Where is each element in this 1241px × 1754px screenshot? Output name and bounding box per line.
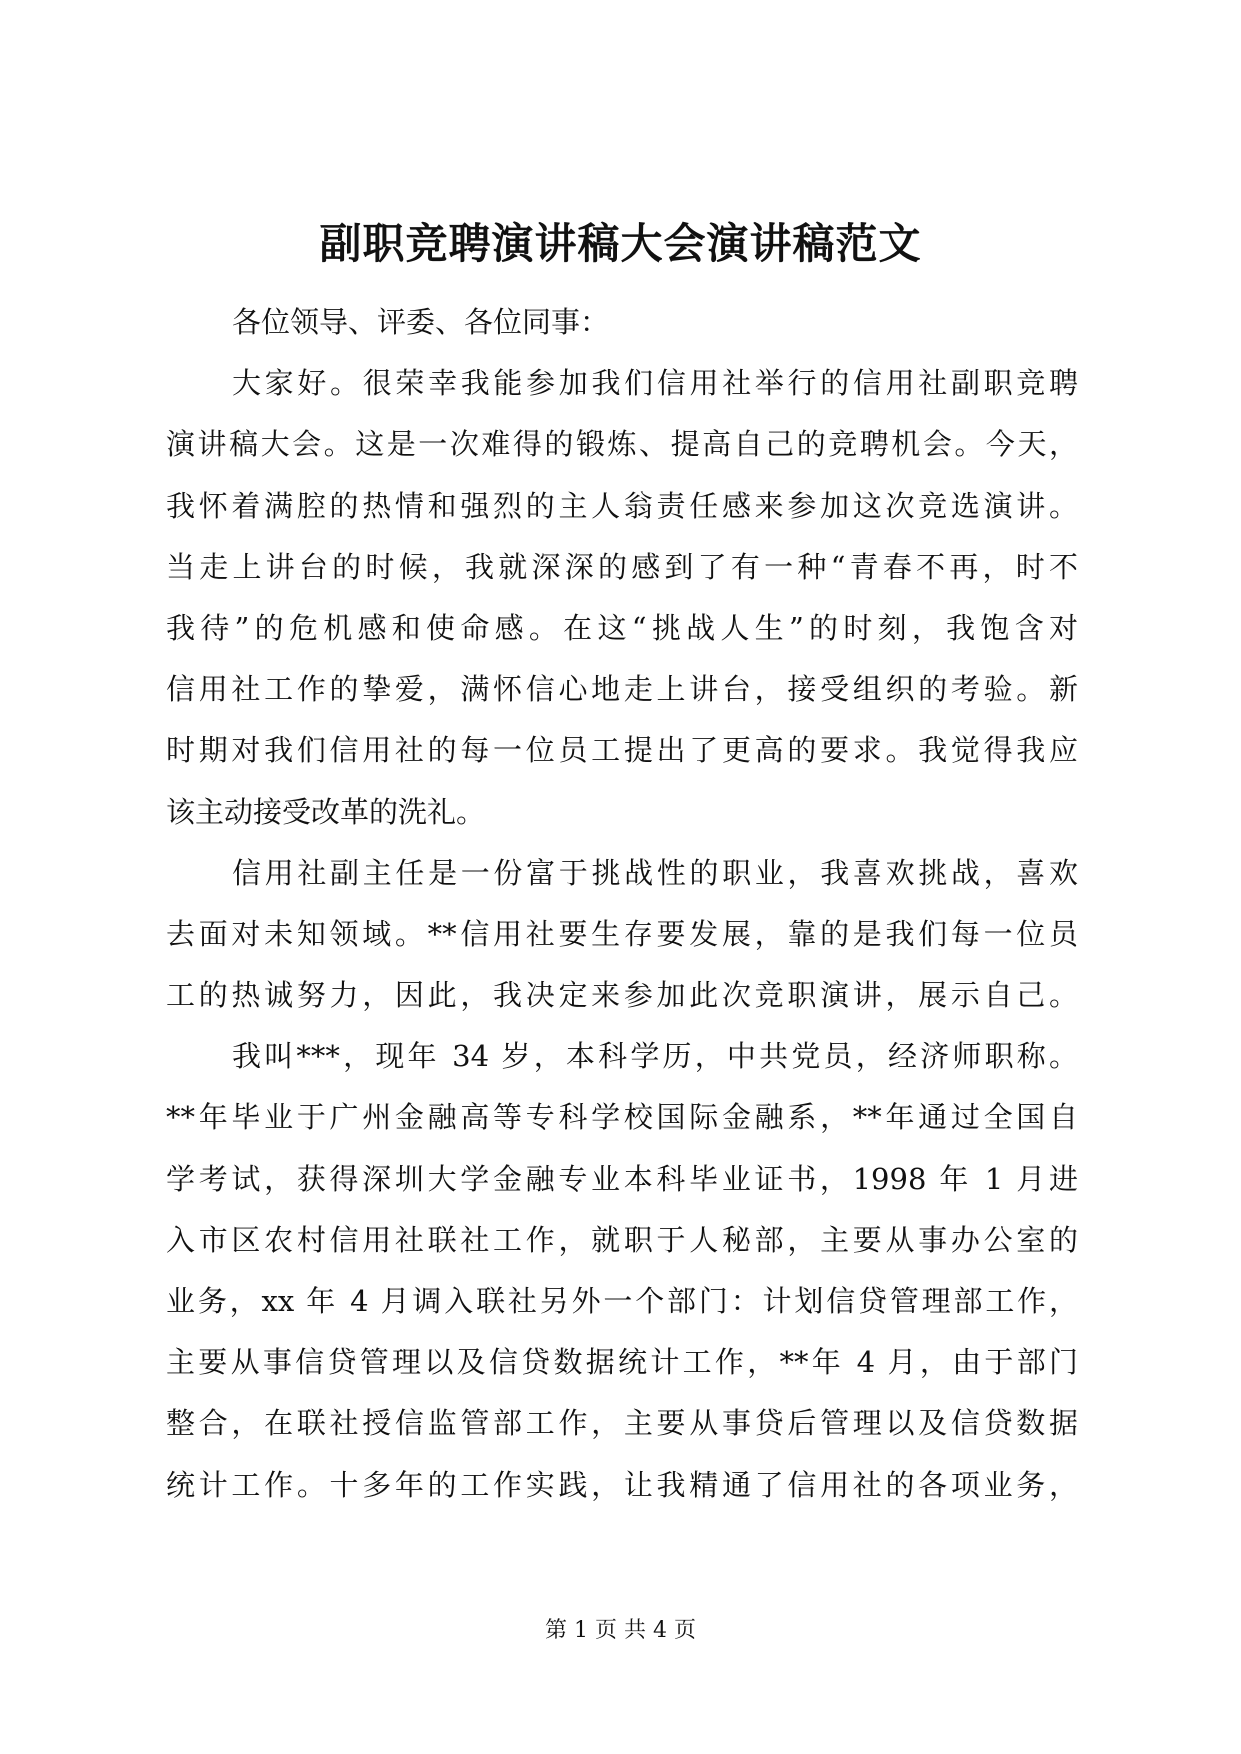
paragraph-line: **年毕业于广州金融高等专科学校国际金融系，**年通过全国自 [166,1100,1078,1135]
paragraph-line: 工的热诚努力，因此，我决定来参加此次竞职演讲，展示自己。 [166,978,1078,1013]
paragraph-line: 时期对我们信用社的每一位员工提出了更高的要求。我觉得我应 [166,733,1078,768]
paragraph-line: 信用社工作的挚爱，满怀信心地走上讲台，接受组织的考验。新 [166,672,1078,707]
paragraph-line: 去面对未知领域。**信用社要生存要发展，靠的是我们每一位员 [166,916,1078,951]
paragraph-line: 业务，xx 年 4 月调入联社另外一个部门：计划信贷管理部工作， [166,1284,1078,1318]
document-title: 副职竞聘演讲稿大会演讲稿范文 [319,219,922,268]
paragraph-line: 我怀着满腔的热情和强烈的主人翁责任感来参加这次竞选演讲。 [166,488,1078,523]
paragraph-line: 整合，在联社授信监管部工作，主要从事贷后管理以及信贷数据 [166,1406,1078,1441]
paragraph-line: 演讲稿大会。这是一次难得的锻炼、提高自己的竞聘机会。今天， [166,427,1078,462]
paragraph-line: 学考试，获得深圳大学金融专业本科毕业证书，1998 年 1 月进 [166,1161,1078,1196]
document-body [166,292,1078,1516]
paragraph-line: 大家好。很荣幸我能参加我们信用社举行的信用社副职竞聘 [232,366,1078,401]
paragraph-line: 该主动接受改革的洗礼。 [166,794,486,829]
paragraph-line: 主要从事信贷管理以及信贷数据统计工作，**年 4 月，由于部门 [166,1345,1078,1380]
paragraph-line: 我待”的危机感和使命感。在这“挑战人生”的时刻，我饱含对 [166,610,1078,645]
paragraph-line: 当走上讲台的时候，我就深深的感到了有一种“青春不再，时不 [166,549,1078,584]
paragraph-line: 我叫***，现年 34 岁，本科学历，中共党员，经济师职称。 [232,1039,1078,1074]
paragraph-line: 统计工作。十多年的工作实践，让我精通了信用社的各项业务， [166,1467,1078,1502]
salutation-line: 各位领导、评委、各位同事： [232,305,610,339]
page-number-footer: 第 1 页 共 4 页 [545,1618,696,1643]
paragraph-line: 信用社副主任是一份富于挑战性的职业，我喜欢挑战，喜欢 [232,855,1078,890]
paragraph-line: 入市区农村信用社联社工作，就职于人秘部，主要从事办公室的 [166,1222,1078,1257]
